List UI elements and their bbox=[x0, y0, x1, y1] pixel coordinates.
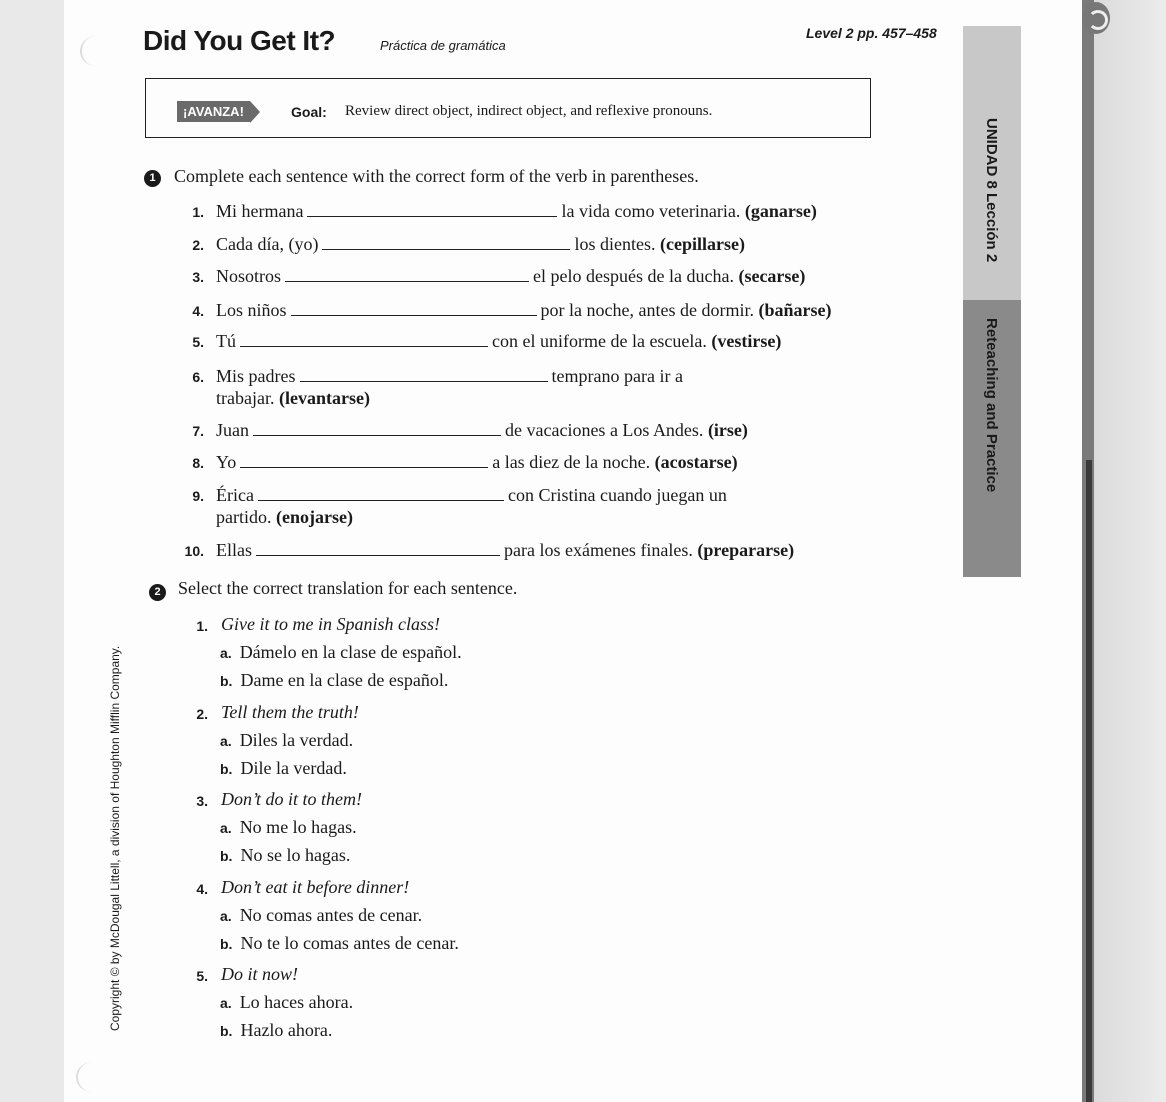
option-letter: b. bbox=[220, 673, 233, 689]
section-2-instruction: Select the correct translation for each sentence. bbox=[178, 578, 518, 598]
verb-hint: (enojarse) bbox=[276, 507, 353, 527]
sentence-continuation-text: trabajar. bbox=[216, 388, 275, 408]
answer-option-b[interactable] bbox=[220, 758, 347, 779]
sentence-start: Mis padres bbox=[216, 366, 296, 386]
answer-option-b[interactable] bbox=[220, 845, 350, 866]
option-letter: b. bbox=[220, 761, 233, 777]
answer-blank[interactable] bbox=[253, 435, 501, 436]
option-text: No me lo hagas. bbox=[239, 817, 357, 837]
sentence-line bbox=[216, 331, 781, 352]
sentence-end: para los exámenes finales. bbox=[504, 540, 693, 560]
item-number: 10. bbox=[184, 543, 204, 559]
binder-hole-icon bbox=[80, 36, 112, 66]
goal-label: Goal: bbox=[291, 104, 327, 120]
question-prompt: Give it to me in Spanish class! bbox=[221, 614, 440, 634]
option-letter: b. bbox=[220, 936, 233, 952]
sentence-start: Los niños bbox=[216, 300, 287, 320]
sentence-end: el pelo después de la ducha. bbox=[533, 266, 734, 286]
sentence-end: a las diez de la noche. bbox=[492, 452, 651, 472]
question-prompt: Don’t eat it before dinner! bbox=[221, 877, 410, 897]
sentence-end: de vacaciones a Los Andes. bbox=[505, 420, 704, 440]
verb-hint: (bañarse) bbox=[758, 300, 832, 320]
section-2-number-icon: 2 bbox=[149, 584, 166, 601]
item-number: 8. bbox=[192, 455, 204, 471]
sentence-start: Nosotros bbox=[216, 266, 282, 286]
item-number: 7. bbox=[192, 423, 204, 439]
option-text: Dile la verdad. bbox=[240, 758, 347, 778]
answer-blank[interactable] bbox=[322, 249, 570, 250]
sentence-line bbox=[216, 485, 727, 506]
answer-blank[interactable] bbox=[307, 216, 557, 217]
option-text: Diles la verdad. bbox=[239, 730, 354, 750]
verb-hint: (ganarse) bbox=[744, 201, 817, 221]
sentence-line bbox=[216, 201, 817, 222]
answer-blank[interactable] bbox=[258, 500, 504, 501]
option-text: Lo haces ahora. bbox=[239, 992, 354, 1012]
option-letter: a. bbox=[220, 733, 232, 749]
goal-box bbox=[145, 78, 871, 138]
sentence-line bbox=[216, 420, 748, 441]
verb-hint: (acostarse) bbox=[654, 452, 738, 472]
answer-option-b[interactable] bbox=[220, 1020, 332, 1041]
background-edge bbox=[1082, 0, 1166, 1102]
answer-blank[interactable] bbox=[256, 555, 500, 556]
sentence-start: Yo bbox=[216, 452, 237, 472]
sentence-line bbox=[216, 452, 738, 473]
question-prompt: Tell them the truth! bbox=[221, 702, 359, 722]
side-tab-section: Reteaching and Practice bbox=[983, 318, 1000, 493]
question-number: 4. bbox=[196, 881, 208, 897]
copyright-notice: Copyright © by McDougal Littell, a division of Houghton Mifflin Company. bbox=[108, 645, 122, 1031]
page-subtitle: Práctica de gramática bbox=[380, 38, 506, 53]
verb-hint: (cepillarse) bbox=[659, 234, 745, 254]
sentence-line bbox=[216, 300, 831, 321]
page-title: Did You Get It? bbox=[143, 25, 336, 56]
sentence-start: Juan bbox=[216, 420, 249, 440]
question-number: 5. bbox=[196, 968, 208, 984]
sentence-start: Tú bbox=[216, 331, 236, 351]
answer-option-a[interactable] bbox=[220, 817, 357, 838]
answer-blank[interactable] bbox=[285, 281, 529, 282]
sentence-continuation-text: partido. bbox=[216, 507, 272, 527]
answer-option-a[interactable] bbox=[220, 730, 353, 751]
sentence-start: Mi hermana bbox=[216, 201, 304, 221]
verb-hint: (vestirse) bbox=[711, 331, 782, 351]
option-text: No se lo hagas. bbox=[240, 845, 351, 865]
refresh-icon[interactable] bbox=[1082, 2, 1110, 34]
answer-option-a[interactable] bbox=[220, 642, 462, 663]
sentence-end: con el uniforme de la escuela. bbox=[492, 331, 707, 351]
option-letter: a. bbox=[220, 820, 232, 836]
answer-option-b[interactable] bbox=[220, 670, 448, 691]
sentence-end: los dientes. bbox=[574, 234, 656, 254]
option-text: No comas antes de cenar. bbox=[239, 905, 423, 925]
answer-blank[interactable] bbox=[300, 381, 548, 382]
verb-hint: (irse) bbox=[707, 420, 748, 440]
binder-hole-icon bbox=[76, 1062, 108, 1092]
item-number: 6. bbox=[192, 369, 204, 385]
sentence-end: con Cristina cuando juegan un bbox=[507, 485, 727, 505]
level-reference: Level 2 pp. 457–458 bbox=[806, 25, 937, 41]
answer-option-a[interactable] bbox=[220, 992, 353, 1013]
option-letter: a. bbox=[220, 908, 232, 924]
verb-hint: (prepararse) bbox=[697, 540, 795, 560]
item-number: 5. bbox=[192, 334, 204, 350]
sentence-start: Érica bbox=[216, 485, 254, 505]
question-prompt: Don’t do it to them! bbox=[221, 789, 362, 809]
question-number: 3. bbox=[196, 793, 208, 809]
answer-option-a[interactable] bbox=[220, 905, 422, 926]
question-prompt: Do it now! bbox=[221, 964, 299, 984]
sentence-start: Ellas bbox=[216, 540, 252, 560]
item-number: 3. bbox=[192, 269, 204, 285]
avanza-badge: ¡AVANZA! bbox=[177, 101, 250, 122]
sentence-line bbox=[216, 266, 805, 287]
scrollbar-thumb[interactable] bbox=[1086, 460, 1092, 1102]
sentence-continuation bbox=[216, 388, 370, 409]
sentence-end: temprano para ir a bbox=[551, 366, 683, 386]
option-text: Hazlo ahora. bbox=[240, 1020, 333, 1040]
answer-blank[interactable] bbox=[240, 346, 488, 347]
sentence-line bbox=[216, 540, 794, 561]
option-text: Dámelo en la clase de español. bbox=[239, 642, 462, 662]
side-tab-unit: UNIDAD 8 Lección 2 bbox=[983, 118, 1000, 263]
verb-hint: (secarse) bbox=[738, 266, 806, 286]
section-1-number-icon: 1 bbox=[144, 170, 161, 187]
option-letter: b. bbox=[220, 848, 233, 864]
verb-hint: (levantarse) bbox=[278, 388, 370, 408]
goal-text: Review direct object, indirect object, and reflexive pronouns. bbox=[345, 103, 713, 119]
item-number: 2. bbox=[192, 237, 204, 253]
option-text: Dame en la clase de español. bbox=[240, 670, 449, 690]
sentence-line bbox=[216, 234, 745, 255]
item-number: 4. bbox=[192, 303, 204, 319]
sentence-start: Cada día, (yo) bbox=[216, 234, 319, 254]
option-letter: a. bbox=[220, 645, 232, 661]
sentence-end: la vida como veterinaria. bbox=[561, 201, 741, 221]
item-number: 9. bbox=[192, 488, 204, 504]
option-letter: a. bbox=[220, 995, 232, 1011]
section-1-instruction: Complete each sentence with the correct form of the verb in parentheses. bbox=[174, 166, 699, 186]
answer-option-b[interactable] bbox=[220, 933, 459, 954]
sentence-end: por la noche, antes de dormir. bbox=[540, 300, 754, 320]
answer-blank[interactable] bbox=[291, 315, 537, 316]
question-number: 2. bbox=[196, 706, 208, 722]
question-number: 1. bbox=[196, 618, 208, 634]
sentence-line bbox=[216, 366, 683, 387]
answer-blank[interactable] bbox=[240, 467, 488, 468]
option-text: No te lo comas antes de cenar. bbox=[240, 933, 459, 953]
option-letter: b. bbox=[220, 1023, 233, 1039]
item-number: 1. bbox=[192, 204, 204, 220]
sentence-continuation bbox=[216, 507, 353, 528]
